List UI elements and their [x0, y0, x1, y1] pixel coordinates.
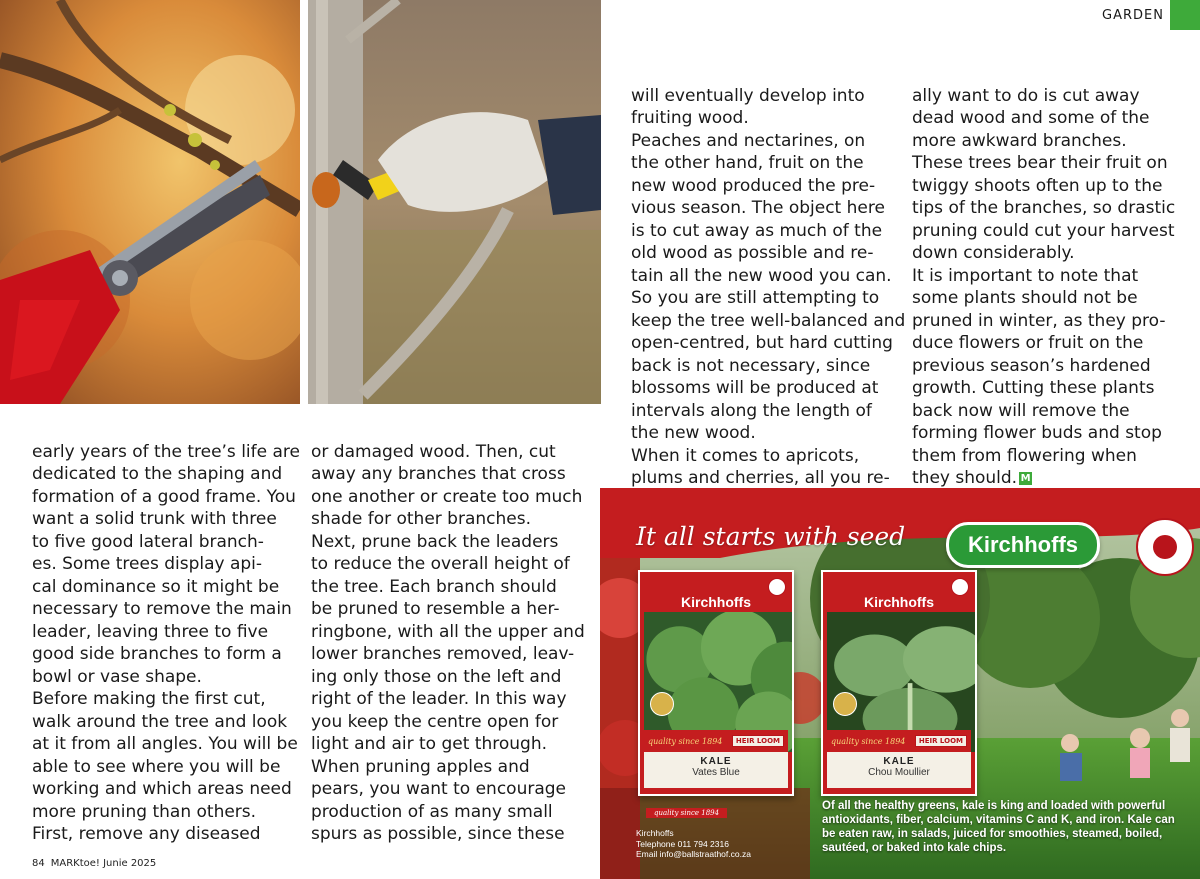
page-folio	[32, 858, 162, 869]
packet-strip	[827, 730, 971, 752]
article-column-3	[631, 62, 909, 512]
end-mark-icon: M	[1020, 472, 1031, 484]
seed-packet-vates-blue[interactable]	[638, 570, 794, 796]
article-column-2	[311, 418, 593, 868]
ad-quality-ribbon: quality since 1894	[646, 808, 727, 818]
article-column-4	[912, 62, 1192, 512]
packet-variety: Vates Blue	[692, 767, 740, 778]
article-text: early years of the tree’s life are dedicated to the shaping and formation of a good frame. You want a solid trunk with three to five good lateral branch- es. Some trees display api- cal dominance so it might be necessary to remove the main leader, leaving three to five good side branches to form a bowl or vase shape. Before making the first cut, walk around the tree and look at it from all angles. You will be able to see where you will be working and which areas need more pruning than others. First, remove any diseased	[32, 441, 300, 844]
seed-packet-chou-moullier[interactable]	[821, 570, 977, 796]
contact-email[interactable]: Email info@ballstraathof.co.za	[636, 849, 751, 859]
packet-label	[644, 752, 788, 788]
article-text: will eventually develop into fruiting wood. Peaches and nectarines, on the other hand, fruit on the new wood produced the pre- vious season. The object here is to cut away as much of the old wood as possible and re- tain all the new wood you can. So you are still attempting to keep the tree well-balanced and open-centred, but hard cutting back is not necessary, since blossoms will be produced at intervals along the length of the new wood. When it comes to apricots, plums and cherries, all you re-	[631, 85, 906, 488]
packet-seal-icon	[951, 578, 969, 596]
section-tag-right	[1102, 0, 1200, 30]
section-color-bar	[1170, 0, 1200, 30]
kirchhoffs-advert[interactable]	[600, 488, 1200, 879]
packet-quality: quality since 1894	[831, 736, 906, 746]
quality-seal-icon	[1136, 518, 1194, 576]
packet-label	[827, 752, 971, 788]
packet-strip	[644, 730, 788, 752]
packet-variety: Chou Moullier	[868, 767, 930, 778]
packet-name: KALE	[700, 756, 732, 767]
packet-heirloom: HEIR LOOM	[915, 735, 967, 747]
painting-wound-photo	[308, 0, 601, 404]
article-text-body: ally want to do is cut away dead wood and some of the more awkward branches. These trees bear their fruit on twiggy shoots often up to the tips of the branches, so drastic pruning could cut your harvest down considerably. It is important to note that some plants should not be pruned in winter, as they pro- duce flowers or fruit on the previous season’s hardened growth. Cutting these plants back now will remove the forming flower buds and stop them from flowering when they should.	[912, 85, 1176, 488]
medal-icon	[833, 692, 857, 716]
packet-brand: Kirchhoffs	[864, 594, 934, 610]
packet-quality: quality since 1894	[648, 736, 723, 746]
article-text: or damaged wood. Then, cut away any branches that cross one another or create too much shade for other branches. Next, prune back the leaders to reduce the overall height of the tree. Each branch should be pruned to resemble a her- ringbone, with all the upper and lower branches removed, leav- ing only those on the left and right of the leader. In this way you keep the centre open for light and air to get through. When pruning apples and pears, you want to encourage production of as many small spurs as possible, since these	[311, 441, 585, 844]
article-column-1	[32, 418, 302, 868]
contact-telephone[interactable]: Telephone 011 794 2316	[636, 838, 729, 849]
packet-name: KALE	[883, 756, 915, 767]
publication-name: MARKtoe! Junie 2025	[50, 858, 157, 869]
ad-contact	[636, 828, 751, 860]
contact-company: Kirchhoffs	[636, 828, 674, 838]
section-label: GARDEN	[1102, 7, 1164, 23]
ad-blurb: Of all the healthy greens, kale is king and loaded with powerful antioxidants, fiber, calcium, vitamins C and K, and iron. Kale can be eaten raw, in salads, juiced for smoothies, steamed, boiled, sautéed, or baked into kale chips.	[822, 800, 1175, 854]
article-text	[912, 85, 1192, 490]
packet-heirloom: HEIR LOOM	[732, 735, 784, 747]
packet-brand: Kirchhoffs	[681, 594, 751, 610]
pruning-shears-photo	[0, 0, 300, 404]
page-number: 84	[32, 858, 45, 869]
ad-tagline: It all starts with seed	[636, 522, 906, 551]
packet-seal-icon	[768, 578, 786, 596]
brand-logo: Kirchhoffs	[946, 522, 1100, 568]
medal-icon	[650, 692, 674, 716]
